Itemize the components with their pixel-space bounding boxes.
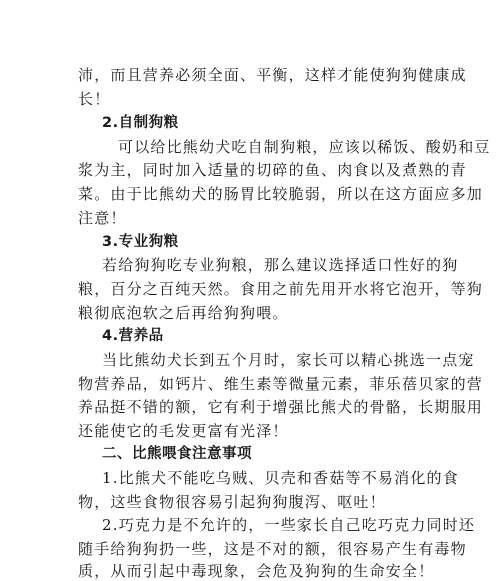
- section-heading-feeding-notes: 二、比熊喂食注意事项: [102, 446, 252, 462]
- paragraph-line: 注意！: [78, 209, 127, 227]
- paragraph-line: 还能使它的毛发更富有光泽！: [78, 422, 289, 440]
- paragraph-line: 长！: [78, 90, 111, 108]
- paragraph-line: 质，从而引起中毒现象，会危及狗狗的生命安全！: [78, 562, 435, 580]
- paragraph-line: 菜。由于比熊幼犬的肠胃比较脆弱，所以在这方面应多加: [78, 185, 484, 203]
- paragraph-line: 可以给比熊幼犬吃自制狗粮，应该以稀饭、酸奶和豆: [118, 138, 491, 156]
- paragraph-line: 沛，而且营养必须全面、平衡，这样才能使狗狗健康成: [78, 66, 467, 84]
- paragraph-line: 养品挺不错的额，它有利于增强比熊犬的骨骼，长期服用: [78, 398, 484, 416]
- section-heading-supplements: 4.营养品: [102, 328, 164, 344]
- paragraph-line: 物营养品，如钙片、维生素等微量元素，菲乐蓓贝家的营: [78, 375, 484, 393]
- paragraph-line: 物，这些食物很容易引起狗狗腹泻、呕吐！: [78, 493, 386, 511]
- paragraph-line: 粮彻底泡软之后再给狗狗喂。: [78, 304, 289, 322]
- paragraph-line: 当比熊幼犬长到五个月时，家长可以精心挑选一点宠: [102, 351, 475, 369]
- section-heading-homemade-food: 2.自制狗粮: [102, 115, 179, 131]
- section-heading-professional-food: 3.专业狗粮: [102, 234, 179, 250]
- paragraph-line: 1.比熊犬不能吃乌贼、贝壳和香菇等不易消化的食: [102, 469, 459, 487]
- paragraph-line: 若给狗狗吃专业狗粮，那么建议选择适口性好的狗: [102, 256, 459, 274]
- paragraph-line: 2.巧克力是不允许的，一些家长自己吃巧克力同时还: [102, 516, 476, 534]
- paragraph-line: 浆为主，同时加入适量的切碎的鱼、肉食以及煮熟的青: [78, 161, 467, 179]
- paragraph-line: 粮，百分之百纯天然。食用之前先用开水将它泡开，等狗: [78, 280, 484, 298]
- paragraph-line: 随手给狗狗扔一些，这是不对的额，很容易产生有毒物: [78, 540, 467, 558]
